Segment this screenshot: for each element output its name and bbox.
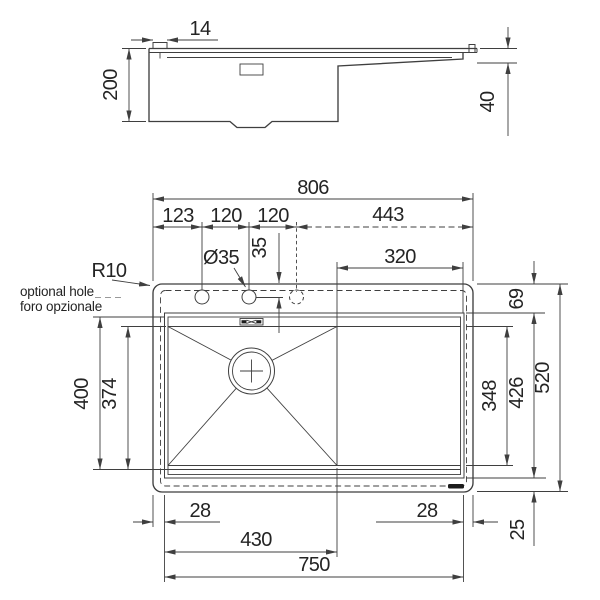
dim-label-520: 520 xyxy=(532,362,554,394)
dim-label-dia35: Ø35 xyxy=(202,247,240,269)
dim-clip-width xyxy=(131,18,218,40)
sink-outer-rim xyxy=(153,284,473,492)
dim-label-r10: R10 xyxy=(91,260,127,282)
recess-outer xyxy=(165,313,465,478)
dim-overall-width xyxy=(153,177,473,281)
overflow-slot xyxy=(240,319,263,326)
dim-drainer-depth xyxy=(477,27,517,136)
dim-label-14: 14 xyxy=(189,18,211,40)
dim-bottom-rows xyxy=(133,468,498,582)
dim-label-374: 374 xyxy=(99,378,121,410)
dim-label-120b: 120 xyxy=(257,205,289,227)
plan-view xyxy=(20,177,568,582)
note-optional-hole-it: foro opzionale xyxy=(20,299,103,314)
note-optional-hole-en: optional hole xyxy=(20,284,94,299)
faucet-hole-1 xyxy=(195,290,209,304)
dim-label-426: 426 xyxy=(506,377,528,409)
overflow-box-side xyxy=(240,64,263,75)
dim-label-69: 69 xyxy=(506,288,528,310)
side-outline xyxy=(149,49,463,128)
dim-label-25: 25 xyxy=(507,519,529,541)
dim-label-28-right: 28 xyxy=(416,500,438,522)
dim-hole-top-offset xyxy=(249,233,283,333)
dim-label-400: 400 xyxy=(71,378,93,410)
mounting-clip-left xyxy=(153,43,167,49)
faucet-hole-optional xyxy=(290,290,304,304)
dim-label-806: 806 xyxy=(297,177,329,199)
brand-logo-mark xyxy=(448,484,464,489)
dim-label-750: 750 xyxy=(298,554,330,576)
dim-label-320: 320 xyxy=(384,246,416,268)
label-corner-radius xyxy=(92,260,150,286)
bowl xyxy=(168,327,337,466)
dim-drainer-width xyxy=(337,246,463,326)
note-optional-hole xyxy=(20,284,124,314)
dim-label-430: 430 xyxy=(240,529,272,551)
dim-right-column xyxy=(466,261,568,546)
dim-hole-spacing-row xyxy=(153,204,473,292)
faucet-hole-2 xyxy=(242,290,256,304)
dim-label-40: 40 xyxy=(477,91,499,113)
dim-label-200: 200 xyxy=(100,69,122,101)
dim-bowl-heights-left xyxy=(71,317,166,470)
dim-label-348: 348 xyxy=(479,380,501,412)
dim-label-28-left: 28 xyxy=(189,500,211,522)
dim-label-35: 35 xyxy=(249,237,271,259)
label-hole-diameter xyxy=(203,247,246,287)
dim-label-443: 443 xyxy=(372,204,404,226)
dim-label-120a: 120 xyxy=(210,205,242,227)
cutout-dashed-line xyxy=(161,291,467,487)
recess-inner xyxy=(168,317,461,475)
dim-bowl-depth xyxy=(100,49,146,122)
dim-label-123: 123 xyxy=(162,205,194,227)
side-view xyxy=(100,18,517,136)
